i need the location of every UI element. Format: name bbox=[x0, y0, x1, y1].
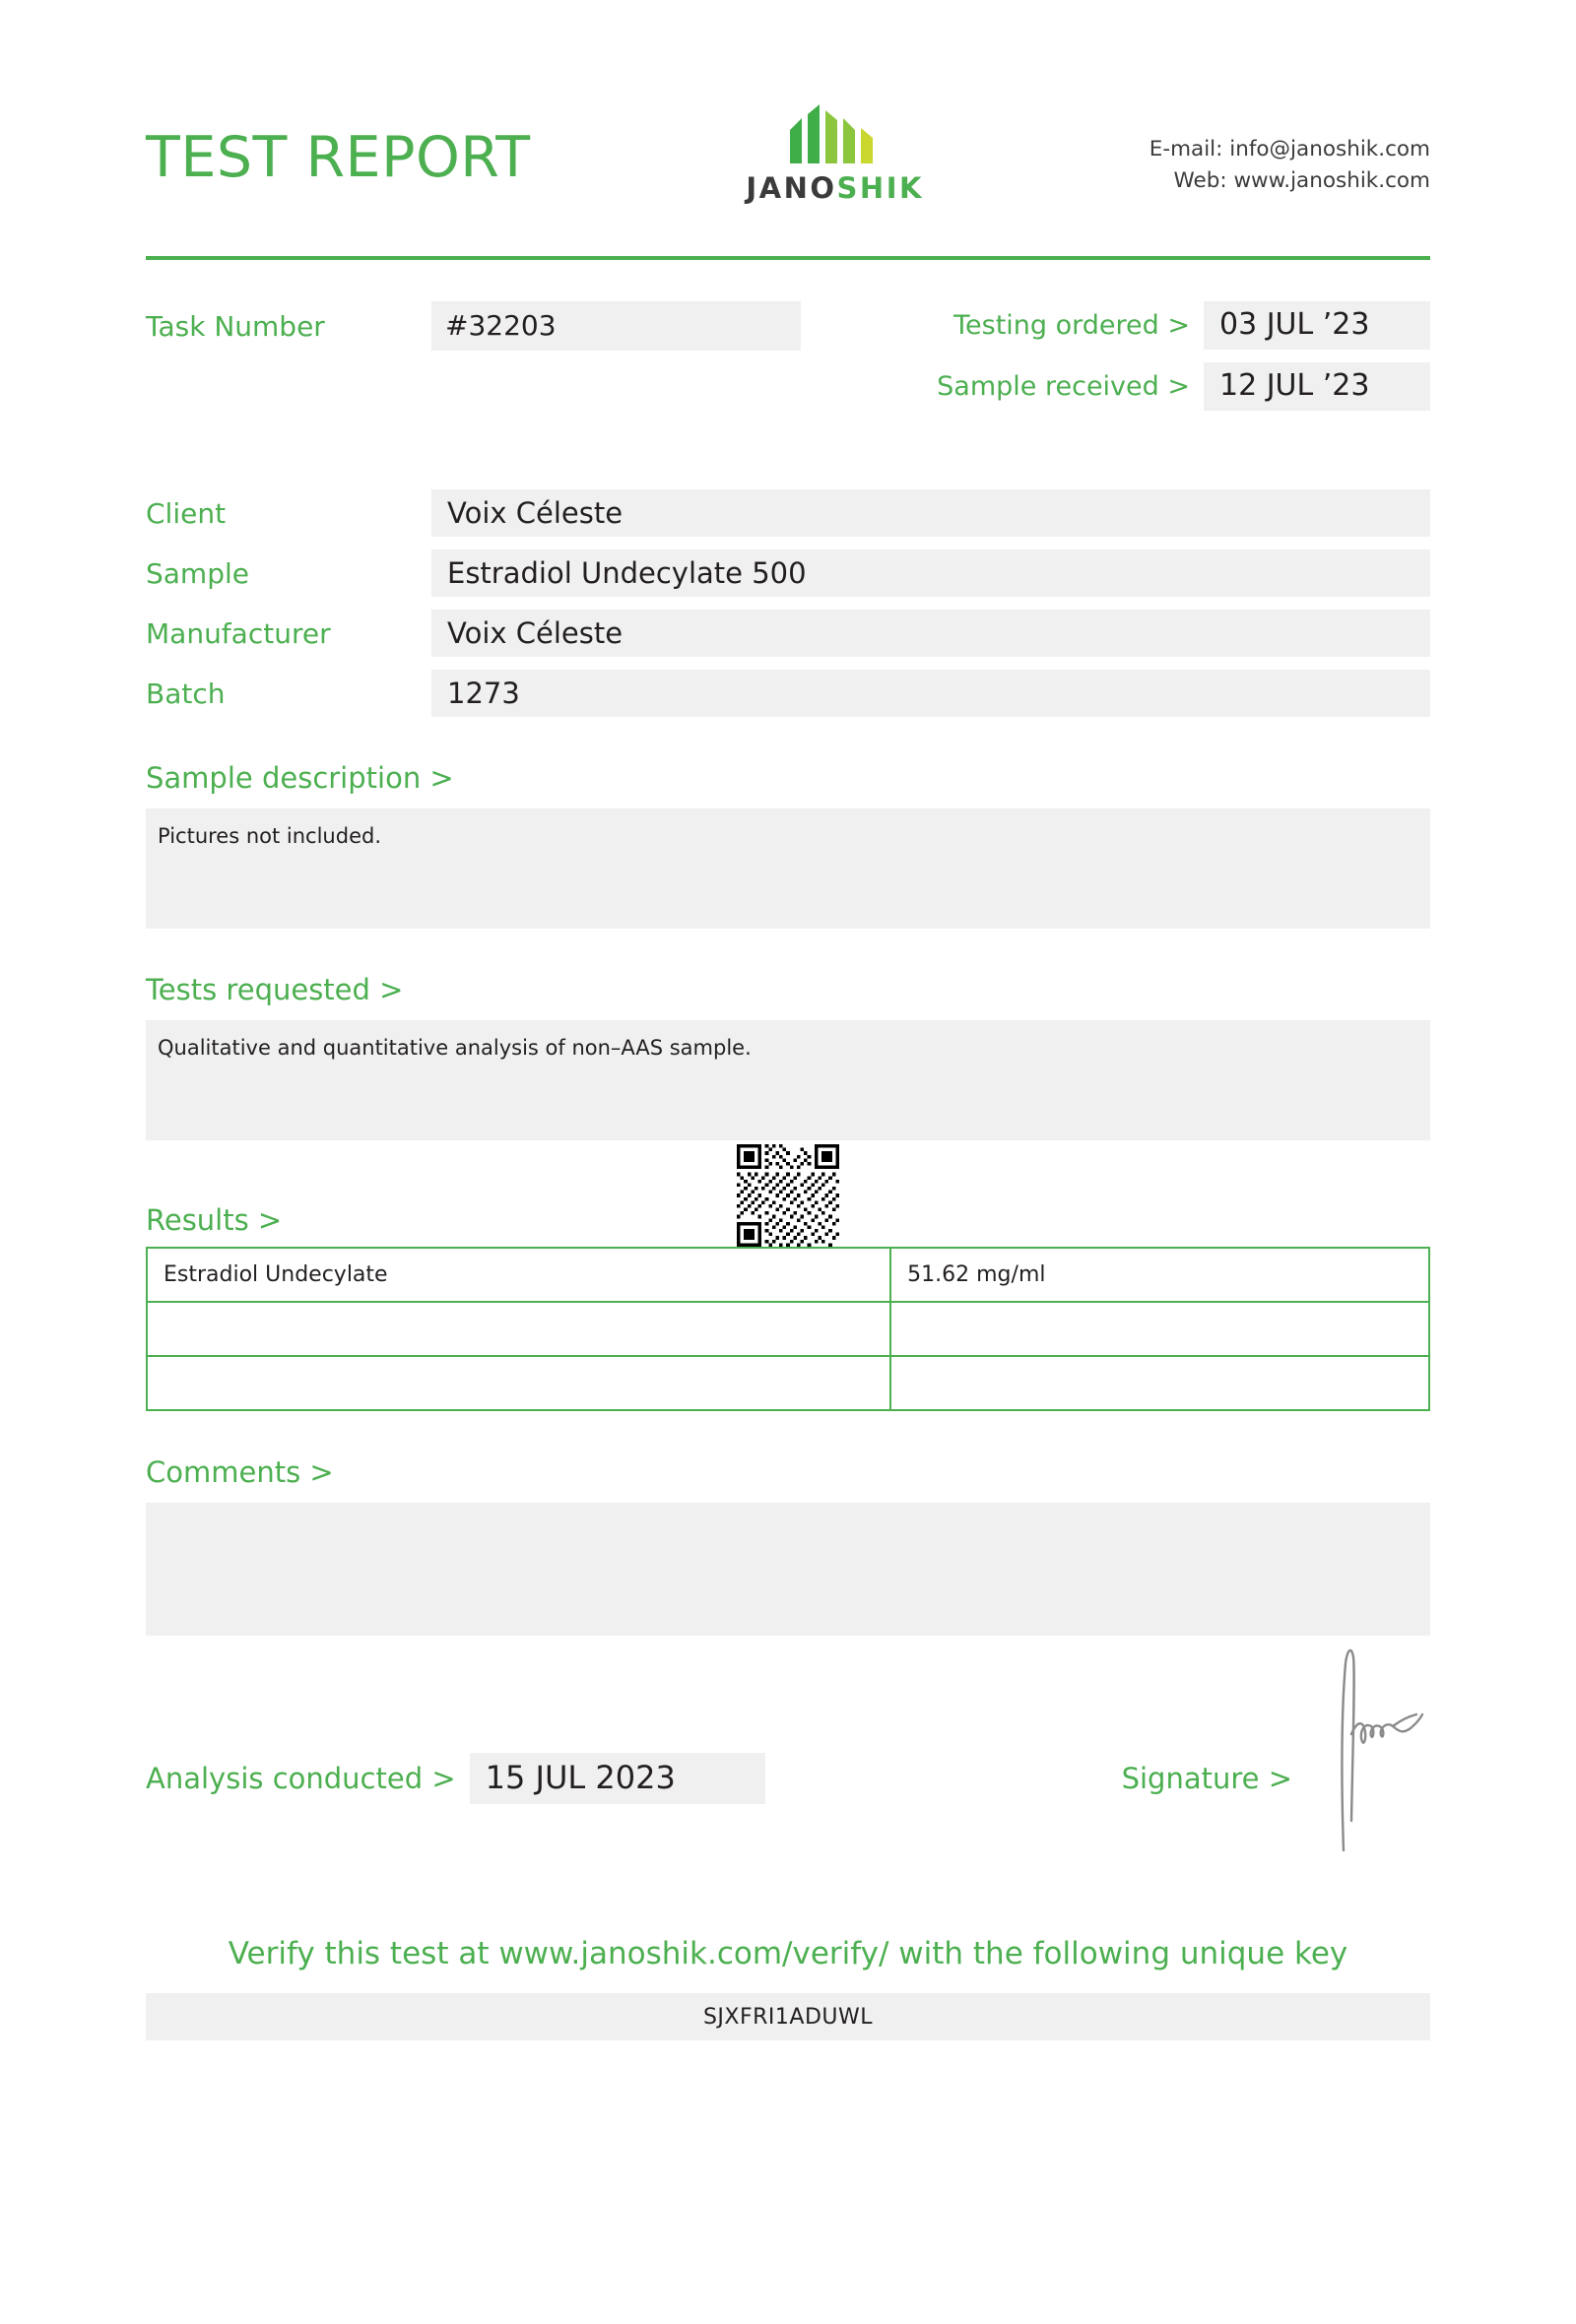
result-value: 51.62 mg/ml bbox=[890, 1248, 1429, 1302]
sample-received-label: Sample received > bbox=[937, 371, 1190, 402]
batch-value: 1273 bbox=[431, 670, 1430, 717]
tests-requested-box: Qualitative and quantitative analysis of non–AAS sample. bbox=[146, 1020, 1430, 1140]
sample-label: Sample bbox=[146, 556, 249, 590]
dates-group bbox=[937, 301, 1430, 411]
result-value bbox=[890, 1356, 1429, 1410]
verify-text: Verify this test at www.janoshik.com/verify/ with the following unique key bbox=[228, 1936, 1348, 1971]
manufacturer-value: Voix Céleste bbox=[431, 610, 1430, 657]
signature-image bbox=[1322, 1644, 1430, 1855]
tests-requested-title: Tests requested > bbox=[146, 973, 404, 1006]
testing-ordered-value: 03 JUL ’23 bbox=[1204, 301, 1430, 350]
comments-box bbox=[146, 1503, 1430, 1636]
task-number-value: #32203 bbox=[431, 301, 801, 351]
results-header bbox=[146, 1182, 1430, 1241]
analysis-row bbox=[146, 1749, 1430, 1808]
result-value bbox=[890, 1302, 1429, 1356]
info-row-batch bbox=[146, 670, 1430, 717]
result-substance bbox=[147, 1356, 890, 1410]
unique-key-box: SJXFRI1ADUWL bbox=[146, 1993, 1430, 2040]
info-block bbox=[146, 489, 1430, 717]
contact-web: Web: www.janoshik.com bbox=[1173, 168, 1430, 194]
brand-logo bbox=[673, 104, 998, 205]
result-substance bbox=[147, 1302, 890, 1356]
comments-title: Comments > bbox=[146, 1455, 334, 1489]
signature-group bbox=[1122, 1703, 1430, 1855]
results-table bbox=[146, 1247, 1430, 1411]
result-substance: Estradiol Undecylate bbox=[147, 1248, 890, 1302]
signature-label: Signature > bbox=[1121, 1762, 1292, 1795]
testing-ordered-label: Testing ordered > bbox=[953, 310, 1190, 341]
page-title: TEST REPORT bbox=[146, 125, 531, 190]
contact-email: E-mail: info@janoshik.com bbox=[1149, 137, 1430, 161]
info-row-sample bbox=[146, 549, 1430, 597]
contact-info bbox=[1149, 134, 1430, 198]
brand-wordmark-green: SHIK bbox=[836, 171, 924, 205]
header-divider bbox=[146, 256, 1430, 260]
sample-received-row bbox=[937, 362, 1430, 411]
sample-description-title: Sample description > bbox=[146, 761, 454, 795]
table-row bbox=[147, 1356, 1429, 1410]
brand-wordmark bbox=[673, 171, 998, 205]
task-number-label: Task Number bbox=[146, 309, 325, 343]
table-row bbox=[147, 1248, 1429, 1302]
testing-ordered-row bbox=[953, 301, 1430, 350]
client-value: Voix Céleste bbox=[431, 489, 1430, 537]
analysis-conducted-value: 15 JUL 2023 bbox=[470, 1753, 765, 1804]
sample-received-value: 12 JUL ’23 bbox=[1204, 362, 1430, 411]
brand-wordmark-dark: JANO bbox=[746, 171, 837, 205]
analysis-conducted-label: Analysis conducted > bbox=[146, 1762, 456, 1795]
qr-code-icon bbox=[737, 1144, 839, 1247]
results-title: Results > bbox=[146, 1203, 283, 1237]
sample-value: Estradiol Undecylate 500 bbox=[431, 549, 1430, 597]
sample-description-box: Pictures not included. bbox=[146, 808, 1430, 929]
analysis-conducted-group bbox=[146, 1753, 765, 1804]
mountain-logo-icon bbox=[782, 104, 888, 165]
info-row-manufacturer bbox=[146, 610, 1430, 657]
report-header bbox=[146, 0, 1430, 232]
batch-label: Batch bbox=[146, 677, 226, 710]
info-row-client bbox=[146, 489, 1430, 537]
task-number-group bbox=[146, 301, 801, 351]
task-row bbox=[146, 301, 1430, 411]
manufacturer-label: Manufacturer bbox=[146, 616, 331, 650]
client-label: Client bbox=[146, 496, 227, 530]
table-row bbox=[147, 1302, 1429, 1356]
